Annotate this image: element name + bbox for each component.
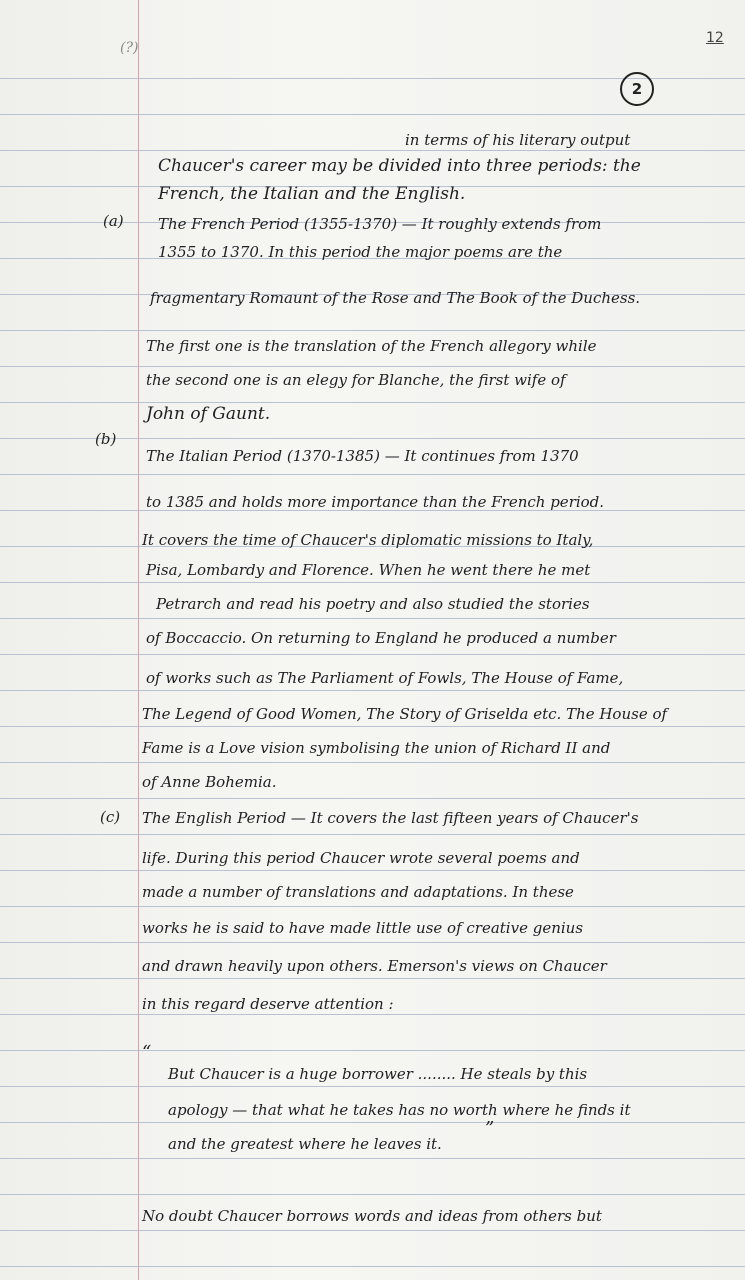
ruled-line [0,1086,745,1087]
ruled-line [0,798,745,799]
ruled-line [0,762,745,763]
text-line: The first one is the translation of the French allegory while [146,337,597,355]
ruled-line [0,690,745,691]
close-quote: ” [485,1118,495,1139]
section-number-circle [620,72,654,106]
ruled-line [0,1158,745,1159]
text-line: fragmentary Romaunt of the Rose and The Book of the Duchess. [150,289,641,307]
text-line: Pisa, Lombardy and Florence. When he went there he met [146,561,591,579]
top-scribble: (?) [120,40,139,56]
ruled-line [0,726,745,727]
text-line: French, the Italian and the English. [158,184,466,204]
text-line: The English Period — It covers the last fifteen years of Chaucer's [142,809,639,827]
text-line: The French Period (1355-1370) — It roughly extends from [158,215,602,233]
text-line: But Chaucer is a huge borrower ........ He steals by this [168,1065,588,1083]
text-line: of Anne Bohemia. [142,773,277,791]
text-line: Fame is a Love vision symbolising the union of Richard II and [142,739,611,757]
ruled-line [0,1122,745,1123]
ruled-line [0,402,745,403]
text-line: in terms of his literary output [405,131,631,149]
text-line: apology — that what he takes has no worth where he finds it [168,1101,631,1119]
text-line: The Italian Period (1370-1385) — It continues from 1370 [146,447,579,465]
ruled-line [0,474,745,475]
ruled-line [0,330,745,331]
ruled-line [0,114,745,115]
text-line: and the greatest where he leaves it. [168,1135,442,1153]
text-line: and drawn heavily upon others. Emerson's views on Chaucer [142,957,607,975]
ruled-line [0,1050,745,1051]
text-line: of works such as The Parliament of Fowls, The House of Fame, [146,669,624,687]
marker-b: (b) [95,430,117,448]
text-line: the second one is an elegy for Blanche, the first wife of [146,371,566,389]
text-line: John of Gaunt. [146,404,271,424]
ruled-line [0,906,745,907]
ruled-line [0,1014,745,1015]
ruled-line [0,654,745,655]
section-number: 2 [631,80,643,98]
text-line: Chaucer's career may be divided into three periods: the [158,156,641,176]
ruled-line [0,366,745,367]
ruled-line [0,1194,745,1195]
text-line: Petrarch and read his poetry and also studied the stories [156,595,590,613]
ruled-line [0,1230,745,1231]
text-line: in this regard deserve attention : [142,995,394,1013]
marker-c: (c) [100,808,121,826]
text-line: The Legend of Good Women, The Story of Griselda etc. The House of [142,705,668,723]
text-line: It covers the time of Chaucer's diplomatic missions to Italy, [142,531,594,549]
ruled-line [0,870,745,871]
open-quote: “ [142,1042,152,1063]
margin-line [138,0,139,1280]
text-line: to 1385 and holds more importance than the French period. [146,493,605,511]
text-line: 1355 to 1370. In this period the major poems are the [158,243,563,261]
ruled-line [0,942,745,943]
text-line: life. During this period Chaucer wrote several poems and [142,849,580,867]
ruled-line [0,618,745,619]
text-line: of Boccaccio. On returning to England he produced a number [146,629,616,647]
ruled-line [0,978,745,979]
page-number: 12 [706,30,724,46]
ruled-line [0,834,745,835]
text-line: made a number of translations and adaptations. In these [142,883,574,901]
ruled-line [0,150,745,151]
ruled-line [0,582,745,583]
text-line: works he is said to have made little use of creative genius [142,919,584,937]
text-line: No doubt Chaucer borrows words and ideas from others but [142,1207,602,1225]
ruled-line [0,1266,745,1267]
marker-a: (a) [103,212,124,230]
